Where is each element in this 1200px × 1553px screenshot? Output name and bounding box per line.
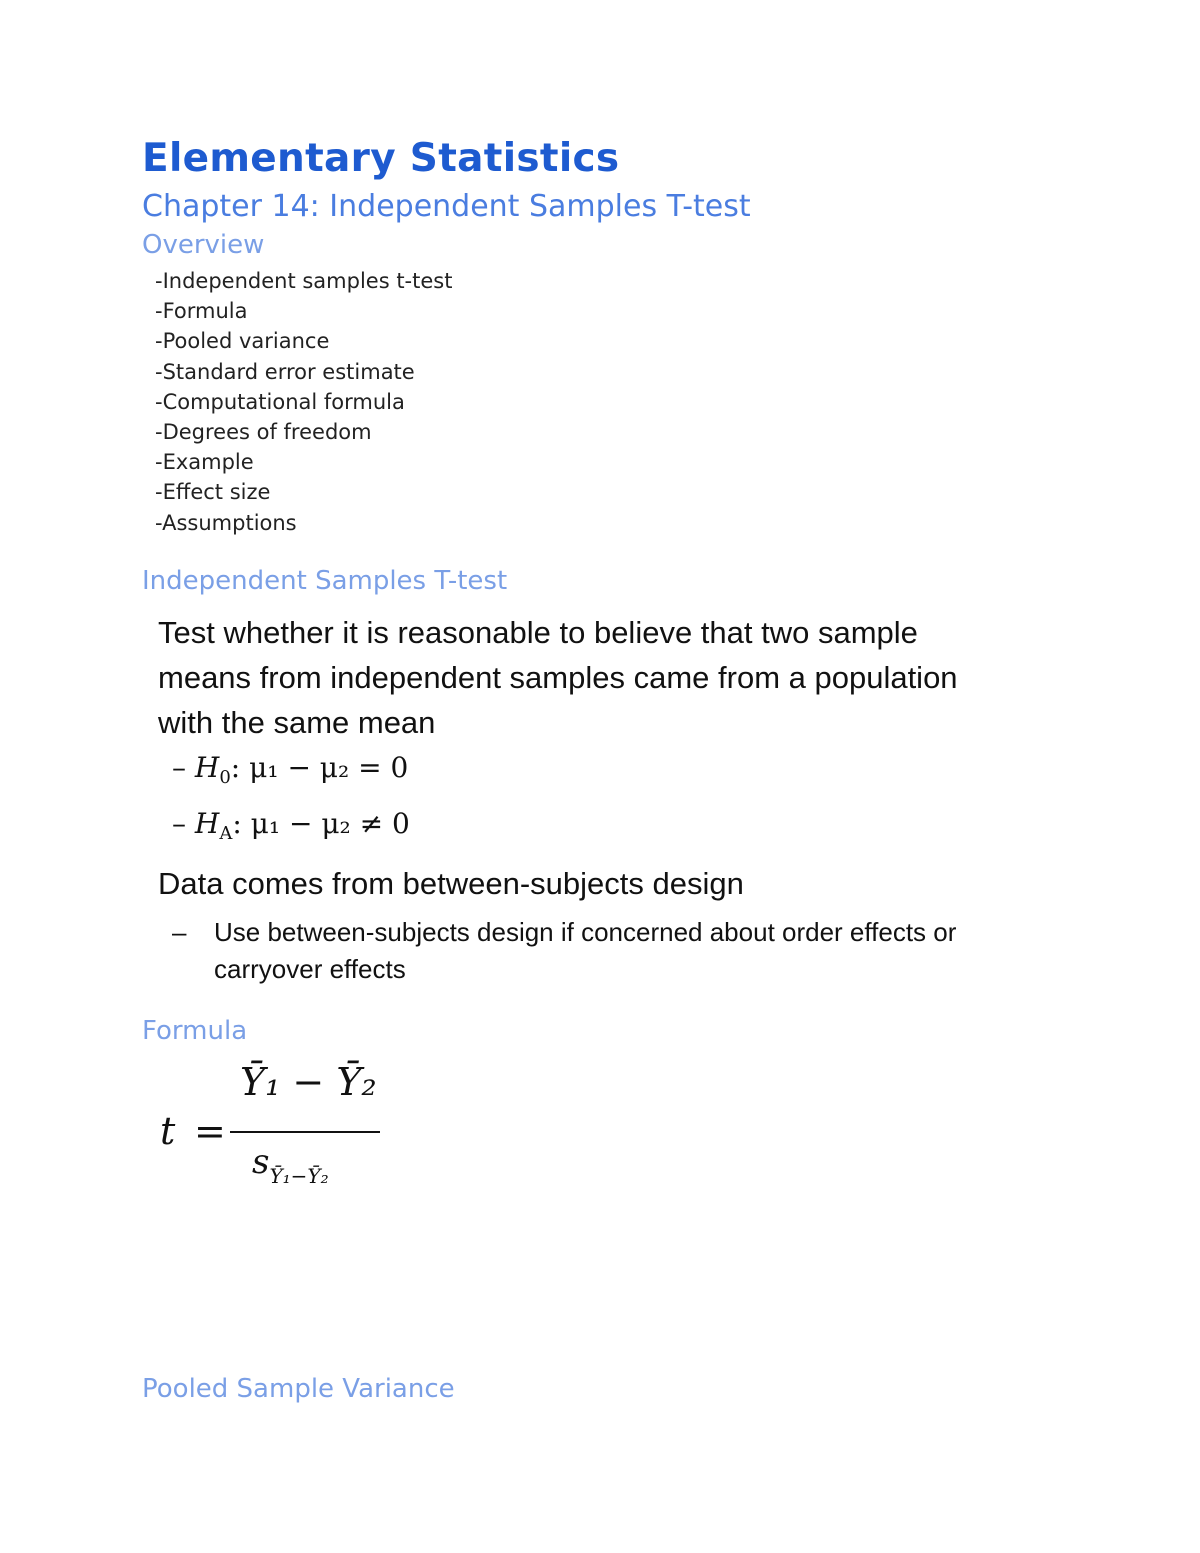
overview-item: -Computational formula — [155, 389, 405, 414]
chapter-title: Chapter 14: Independent Samples T-test — [142, 189, 751, 224]
overview-item: -Assumptions — [155, 510, 297, 535]
hypothesis-symbol: H — [194, 807, 220, 840]
design-bullet — [172, 914, 978, 988]
overview-item: -Degrees of freedom — [155, 420, 372, 445]
hypothesis-expression: : μ₁ − μ₂ ≠ 0 — [232, 807, 410, 840]
formula-lhs: t — [160, 1109, 176, 1153]
overview-item: -Independent samples t-test — [155, 269, 453, 293]
null-hypothesis — [172, 745, 978, 801]
t-test-formula — [160, 1060, 400, 1210]
alternative-hypothesis — [172, 801, 978, 857]
pooled-variance-heading: Pooled Sample Variance — [142, 1374, 455, 1404]
bullet-dash: – — [172, 917, 187, 947]
formula-heading: Formula — [142, 1016, 248, 1046]
denominator-symbol: s — [252, 1142, 270, 1182]
hypothesis-symbol: H — [194, 751, 220, 784]
hypothesis-subscript: A — [219, 823, 233, 844]
hypothesis-subscript: 0 — [219, 767, 231, 788]
hypothesis-dash: – — [172, 807, 186, 840]
overview-heading: Overview — [142, 230, 265, 260]
denominator-subscript: Ȳ₁−Ȳ₂ — [269, 1164, 329, 1188]
fraction-bar — [230, 1131, 380, 1133]
intro-paragraph: Test whether it is reasonable to believe that two sample means from independent samples came from a population with the same mean — [158, 615, 958, 740]
overview-item: -Pooled variance — [155, 329, 330, 354]
overview-item: -Formula — [155, 299, 248, 324]
overview-item: -Effect size — [155, 480, 271, 505]
slide-image — [158, 610, 978, 988]
formula-denominator — [252, 1142, 329, 1188]
document-title: Elementary Statistics — [142, 136, 620, 181]
design-bullet-text: Use between-subjects design if concerned about order effects or carryover effects — [214, 917, 957, 984]
overview-item: -Example — [155, 450, 254, 475]
independent-samples-heading: Independent Samples T-test — [142, 566, 508, 596]
hypothesis-dash: – — [172, 751, 186, 784]
formula-equals: = — [194, 1109, 226, 1153]
hypothesis-expression: : μ₁ − μ₂ = 0 — [230, 751, 409, 784]
overview-list — [155, 266, 452, 538]
design-paragraph: Data comes from between-subjects design — [158, 866, 744, 901]
overview-item: -Standard error estimate — [155, 359, 415, 384]
formula-numerator: Ȳ₁ − Ȳ₂ — [240, 1060, 377, 1104]
